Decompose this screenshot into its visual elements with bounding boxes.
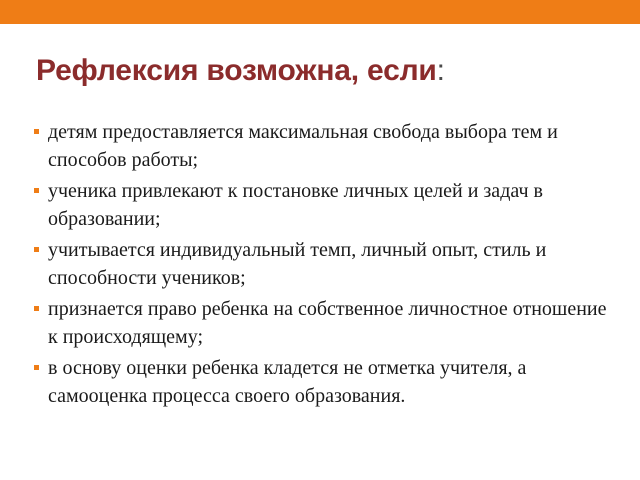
bullet-text: ученика привлекают к постановке личных целей и задач в образовании; xyxy=(48,180,543,230)
slide-title-colon: : xyxy=(436,54,445,87)
bullet-square-icon xyxy=(34,188,39,193)
bullet-text: в основу оценки ребенка кладется не отметка учителя, а самооценка процесса своего образования. xyxy=(48,357,527,407)
bullet-text: признается право ребенка на собственное личностное отношение к происходящему; xyxy=(48,298,607,348)
slide-title xyxy=(36,51,445,91)
bullet-square-icon xyxy=(34,247,39,252)
bullet-text: учитывается индивидуальный темп, личный опыт, стиль и способности учеников; xyxy=(48,239,547,289)
bullet-item xyxy=(34,236,614,292)
top-accent-bar xyxy=(0,0,640,24)
bullet-text: детям предоставляется максимальная свобода выбора тем и способов работы; xyxy=(48,121,558,171)
bullet-square-icon xyxy=(34,365,39,370)
bullet-list xyxy=(34,118,614,413)
bullet-item xyxy=(34,354,614,410)
bullet-item xyxy=(34,177,614,233)
bullet-square-icon xyxy=(34,129,39,134)
bullet-square-icon xyxy=(34,306,39,311)
slide-title-text: Рефлексия возможна, если xyxy=(36,54,437,87)
bullet-item xyxy=(34,118,614,174)
bullet-item xyxy=(34,295,614,351)
